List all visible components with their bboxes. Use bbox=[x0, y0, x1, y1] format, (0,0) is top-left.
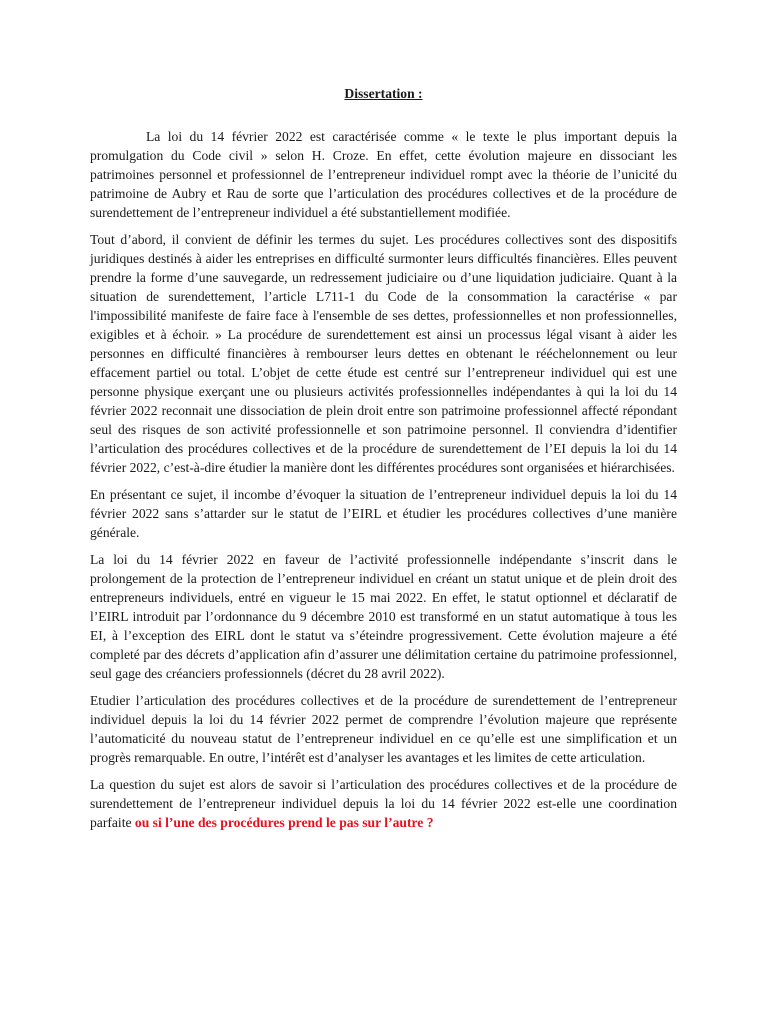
paragraph-intro: La loi du 14 février 2022 est caractérisée comme « le texte le plus important depuis la promulgation du Code civil » selon H. Croze. En effet, cette évolution majeure en dissociant les patrimoines personnel et professionnel de l’entrepreneur individuel rompt avec la théorie de l’unicité du patrimoine de Aubry et Rau de sorte que l’articulation des procédures collectives et de la procédure de surendettement de l’entrepreneur individuel a été substantiellement modifiée. bbox=[90, 129, 677, 220]
paragraph-problematic bbox=[90, 775, 677, 832]
paragraph-definitions: Tout d’abord, il convient de définir les termes du sujet. Les procédures collectives sont des dispositifs juridiques destinés à aider les entreprises en difficulté surmonter leurs difficultés financières. Elles peuvent prendre la forme d’une sauvegarde, un redressement judiciaire ou d’une liquidation judiciaire. Quant à la situation de surendettement, l’article L711-1 du Code de la consommation la caractérise « par l'impossibilité manifeste de faire face à l'ensemble de ses dettes, professionnelles et non professionnelles, exigibles et à échoir. » La procédure de surendettement est ainsi un processus légal visant à aider les personnes en difficulté financières à rembourser leurs dettes en obtenant le rééchelonnement ou leur effacement partiel ou total. L’objet de cette étude est centré sur l’entrepreneur individuel qui est une personne physique exerçant une ou plusieurs activités professionnelles indépendantes à qui la loi du 14 février 2022 reconnait une dissociation de plein droit entre son patrimoine professionnel affecté répondant seul des risques de son activité professionnelle et son patrimoine personnel. Il conviendra d’identifier l’articulation des procédures collectives et de la procédure de surendettement de l’EI depuis la loi du 14 février 2022, c’est-à-dire étudier la manière dont les différentes procédures sont organisées et hiérarchisées. bbox=[90, 232, 677, 475]
document-page bbox=[90, 84, 677, 840]
paragraph-context: La loi du 14 février 2022 en faveur de l’activité professionnelle indépendante s’inscrit dans le prolongement de la protection de l’entrepreneur individuel en créant un statut unique et de plein droit des entrepreneurs individuels, entré en vigueur le 15 mai 2022. En effet, le statut optionnel et déclaratif de l’EIRL introduit par l’ordonnance du 9 décembre 2010 est transformé en un statut automatique à tous les EI, à l’exception des EIRL dont le statut va s’éteindre progressivement. Cette évolution majeure a été completé par des décrets d’application afin d’assurer une délimitation certaine du patrimoine professionnel, seul gage des créanciers professionnels (décret du 28 avril 2022). bbox=[90, 552, 677, 681]
document-title: Dissertation : bbox=[344, 86, 423, 101]
paragraph-interest: Etudier l’articulation des procédures collectives et de la procédure de surendettement de l’entrepreneur individuel depuis la loi du 14 février 2022 permet de comprendre l’évolution majeure que représente l’automaticité du nouveau statut de l’entrepreneur individuel en ce qu’elle est une simplification et un progrès remarquable. En outre, l’intérêt est d’analyser les avantages et les limites de cette articulation. bbox=[90, 693, 677, 765]
problematic-text: La question du sujet est alors de savoir si l’articulation des procédures collectives et de la procédure de surendettement de l’entrepreneur individuel depuis la loi du 14 février 2022 est-elle une coordination parfaite bbox=[90, 777, 677, 830]
problematic-highlight: ou si l’une des procédures prend le pas sur l’autre ? bbox=[134, 815, 434, 830]
paragraph-scope: En présentant ce sujet, il incombe d’évoquer la situation de l’entrepreneur individuel depuis la loi du 14 février 2022 sans s’attarder sur le statut de l’EIRL et étudier les procédures collectives d’une manière générale. bbox=[90, 487, 677, 540]
